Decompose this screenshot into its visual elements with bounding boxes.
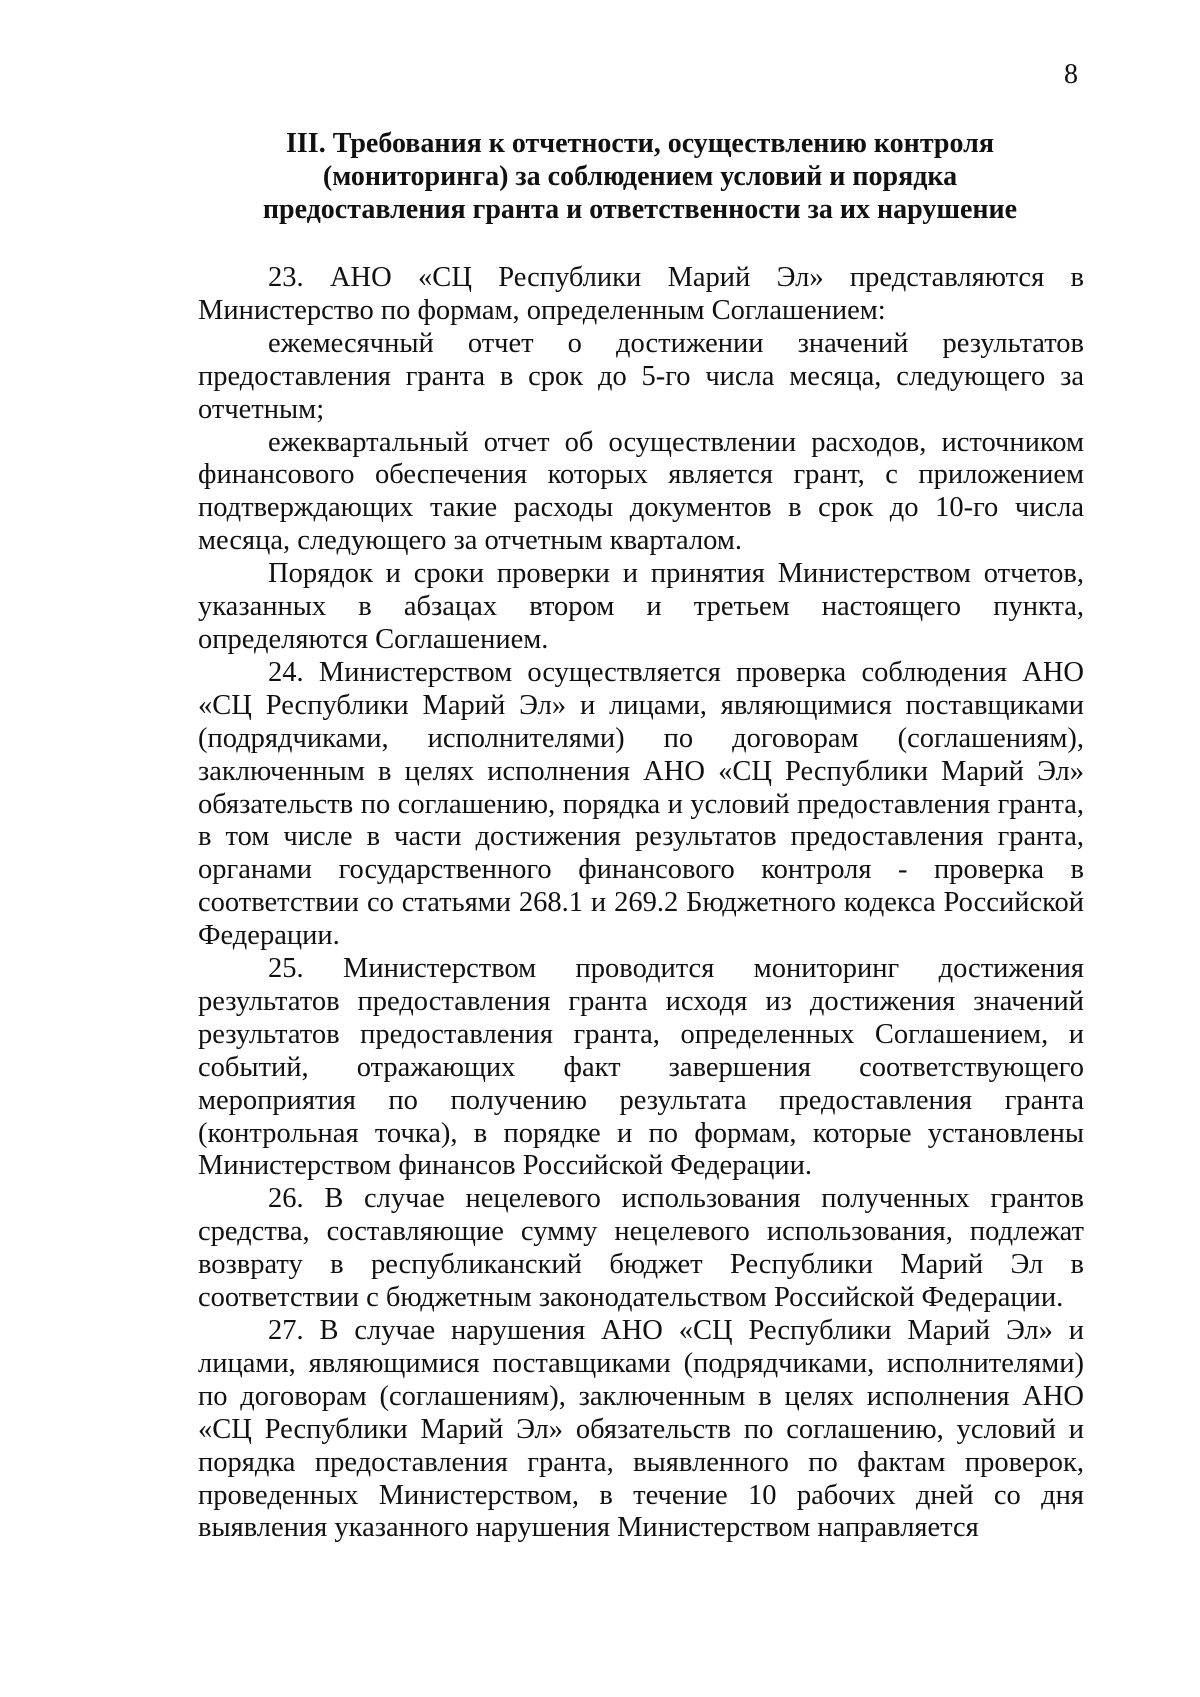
section-heading-line-1: III. Требования к отчетности, осуществлению контроля — [286, 128, 994, 159]
paragraph-26: 26. В случае нецелевого использования полученных грантов средства, составляющие сумму нецелевого использования, подлежат возврату в республиканский бюджет Республики Марий Эл в соответствии с бюджетным законодательством Российской Федерации. — [198, 1183, 1084, 1314]
section-heading — [200, 127, 1080, 226]
paragraph-27: 27. В случае нарушения АНО «СЦ Республики Марий Эл» и лицами, являющимися поставщиками (подрядчиками, исполнителями) по договорам (соглашениям), заключенным в целях исполнения АНО «СЦ Республики Марий Эл» обязательств по соглашению, условий и порядка предоставления гранта, выявленного по фактам проверок, проведенных Министерством, в течение 10 рабочих дней со дня выявления указанного нарушения Министерством направляется — [198, 1315, 1084, 1544]
section-heading-line-2: (мониторинга) за соблюдением условий и порядка — [322, 161, 958, 192]
paragraph-report-review: Порядок и сроки проверки и принятия Министерством отчетов, указанных в абзацах втором и третьем настоящего пункта, определяются Соглашением. — [198, 558, 1084, 655]
paragraph-quarterly-report: ежеквартальный отчет об осуществлении расходов, источником финансового обеспечения которых является грант, с приложением подтверждающих такие расходы документов в срок до 10-го числа месяца, следующего за отчетным кварталом. — [198, 426, 1084, 557]
paragraph-25: 25. Министерством проводится мониторинг достижения результатов предоставления гранта исходя из достижения значений результатов предоставления гранта, определенных Соглашением, и событий, отражающих факт завершения соответствующего мероприятия по получению результата предоставления гранта (контрольная точка), в порядке и по формам, которые установлены Министерством финансов Российской Федерации. — [198, 953, 1084, 1182]
paragraph-monthly-report: ежемесячный отчет о достижении значений результатов предоставления гранта в срок до 5-го числа месяца, следующего за отчетным; — [198, 327, 1084, 425]
page-number: 8 — [1064, 59, 1078, 90]
paragraph-24: 24. Министерством осуществляется проверка соблюдения АНО «СЦ Республики Марий Эл» и лицами, являющимися поставщиками (подрядчиками, исполнителями) по договорам (соглашениям), заключенным в целях исполнения АНО «СЦ Республики Марий Эл» обязательств по соглашению, порядка и условий предоставления гранта, в том числе в части достижения результатов предоставления гранта, органами государственного финансового контроля - проверка в соответствии со статьями 268.1 и 269.2 Бюджетного кодекса Российской Федерации. — [198, 656, 1084, 952]
section-heading-line-3: предоставления гранта и ответственности за их нарушение — [262, 194, 1018, 225]
paragraph-23-intro: 23. АНО «СЦ Республики Марий Эл» представляются в Министерство по формам, определенным Соглашением: — [198, 262, 1084, 326]
document-body — [198, 262, 1084, 1545]
